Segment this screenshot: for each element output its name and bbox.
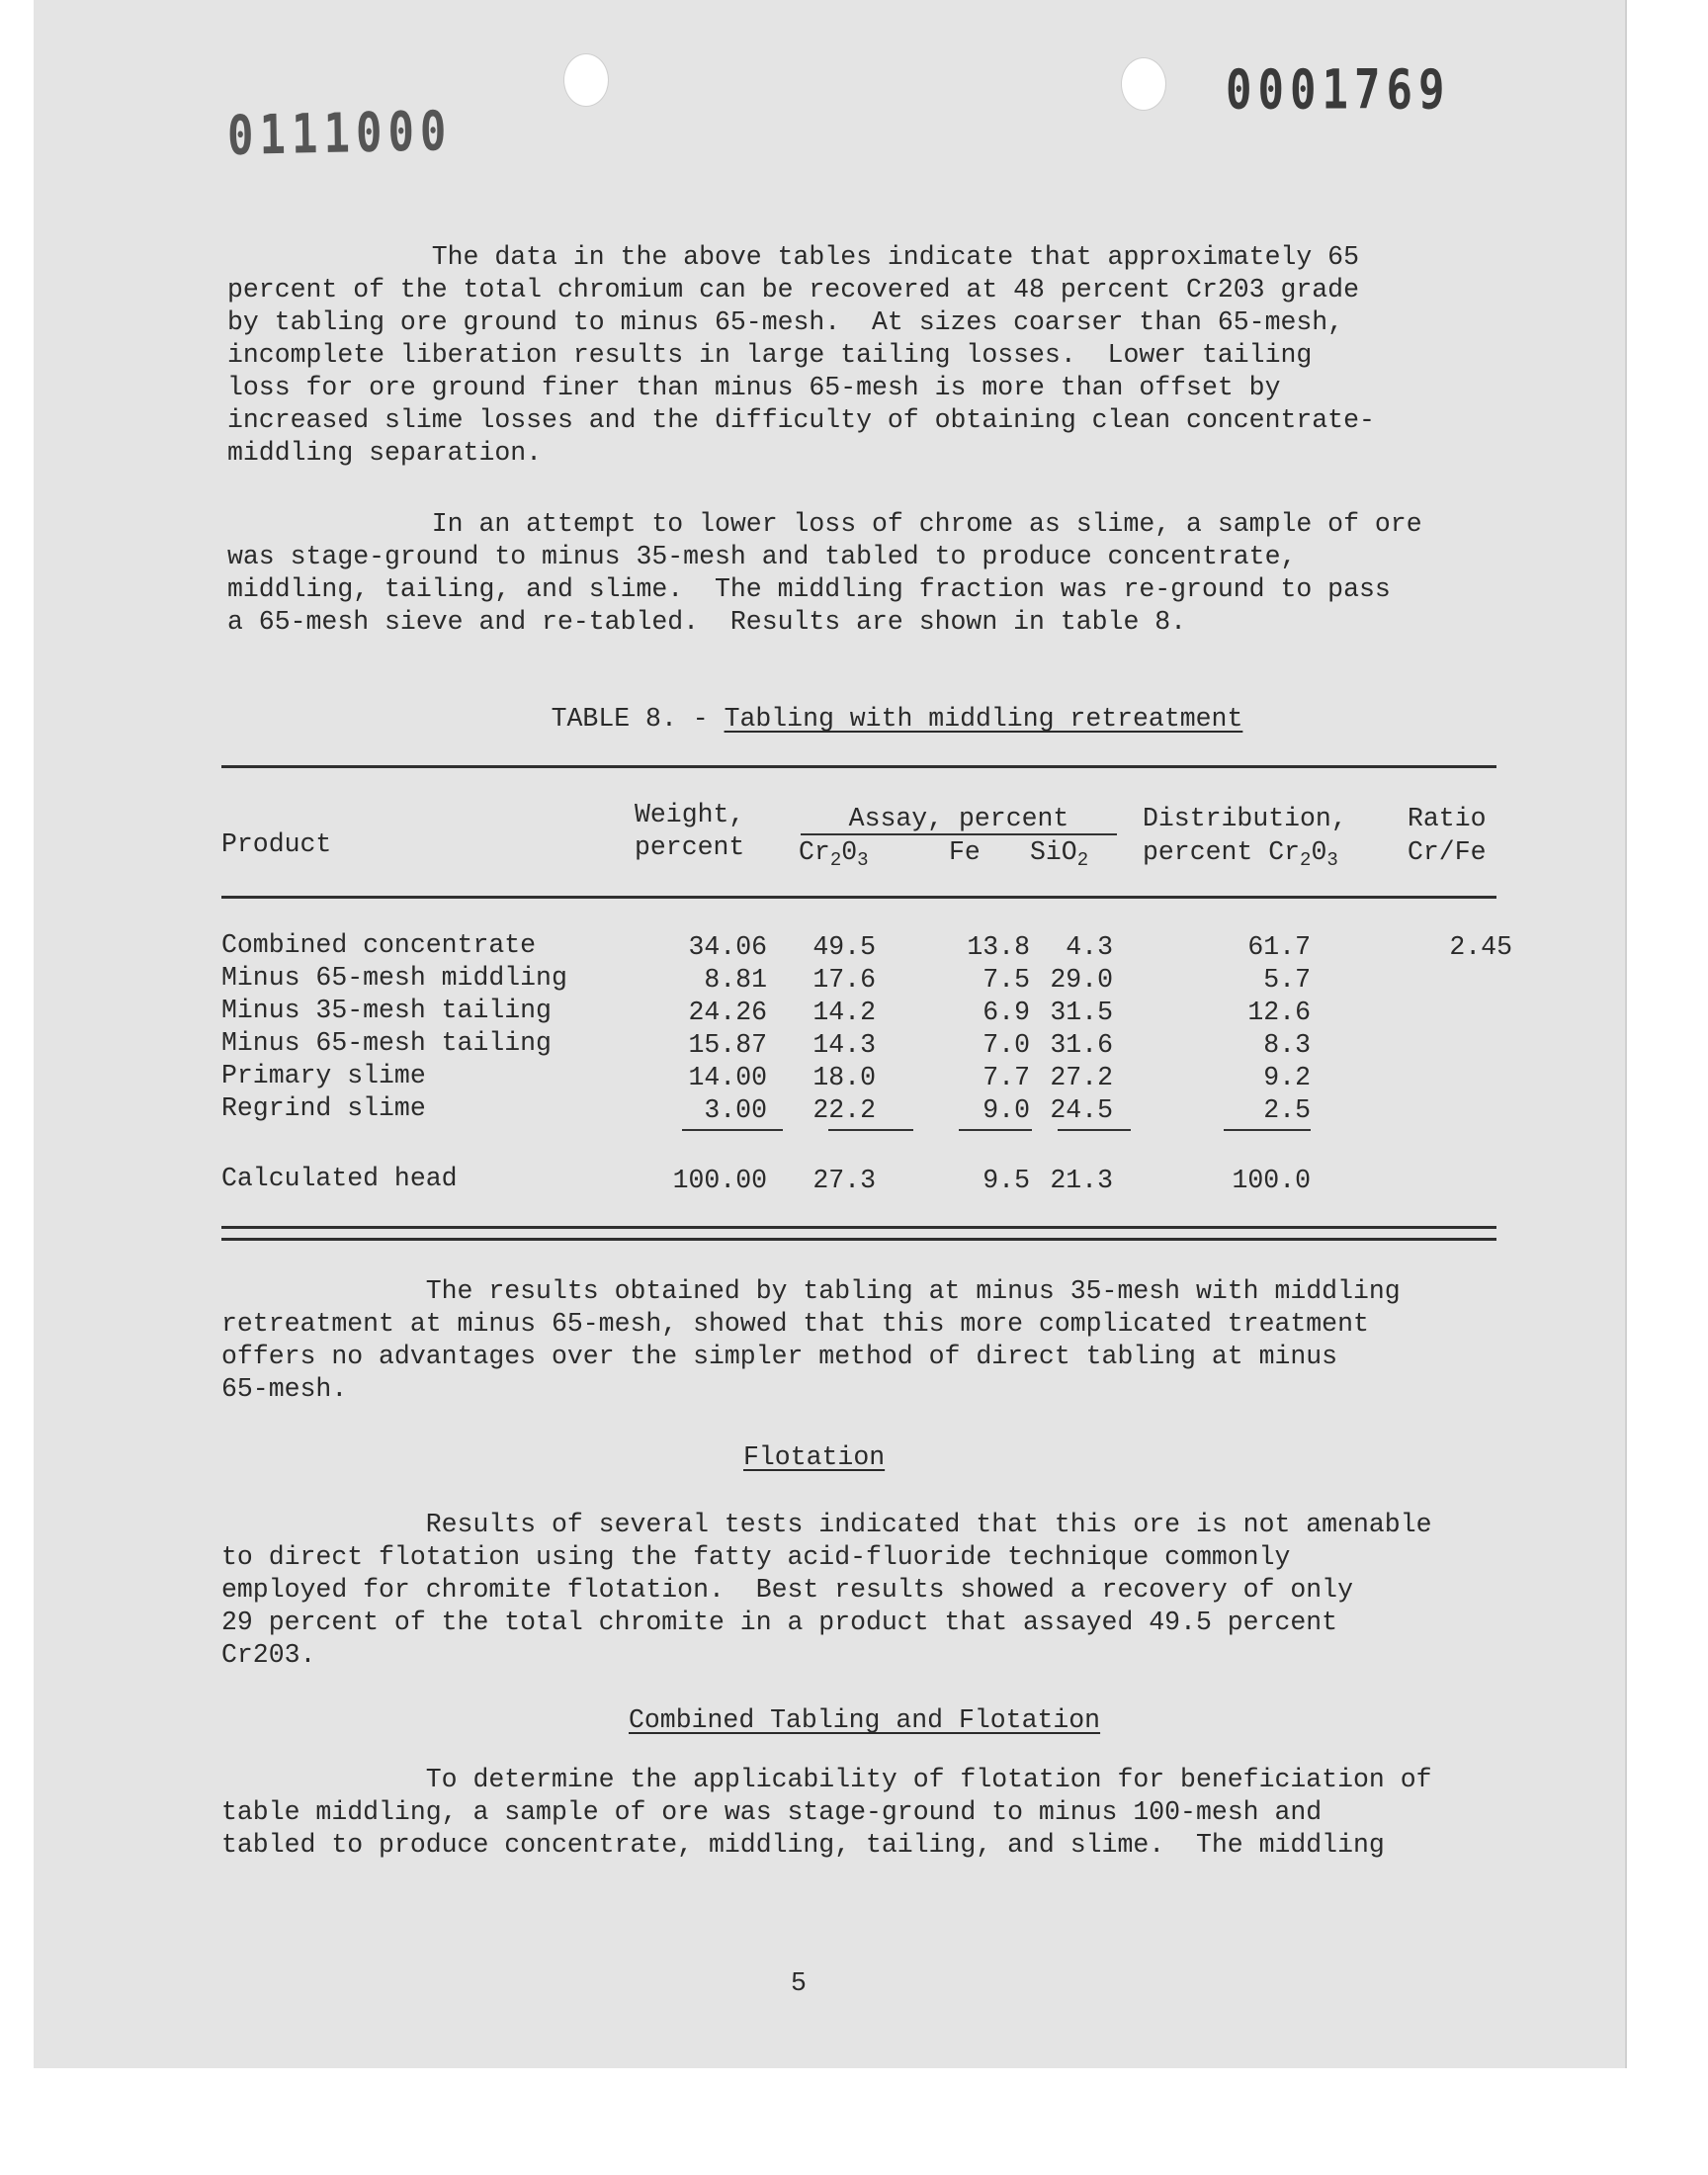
text-line: a 65-mesh sieve and re-tabled. Results are shown in table 8.: [227, 607, 1187, 637]
header-fe: Fe: [949, 837, 981, 867]
cell-distribution: 100.0: [1232, 1166, 1311, 1195]
text-line: Results of several tests indicated that this ore is not amenable: [221, 1510, 1432, 1539]
text-line: middling, tailing, and slime. The middling fraction was re-ground to pass: [227, 574, 1391, 604]
sum-underline: [828, 1129, 913, 1131]
section-heading-combined: Combined Tabling and Flotation: [629, 1705, 1101, 1735]
cell-sio2: 21.3: [1050, 1166, 1113, 1195]
punch-hole-left: [563, 53, 609, 107]
cell-distribution: 61.7: [1247, 932, 1311, 962]
cell-weight: 24.26: [688, 998, 767, 1027]
text-line: table middling, a sample of ore was stage-ground to minus 100-mesh and: [221, 1797, 1323, 1827]
header-weight-1: Weight,: [635, 800, 745, 829]
cell-weight: 15.87: [688, 1030, 767, 1060]
cell-weight: 100.00: [672, 1166, 767, 1195]
sum-underline: [1058, 1129, 1131, 1131]
cell-ratio: 2.45: [1449, 932, 1512, 962]
cell-product: Combined concentrate: [221, 930, 537, 960]
text-line: Cr203.: [221, 1640, 316, 1670]
cell-cr2o3: 18.0: [812, 1063, 876, 1092]
section-heading-flotation: Flotation: [743, 1442, 886, 1472]
text-line: incomplete liberation results in large tailing losses. Lower tailing: [227, 340, 1313, 370]
text-line: 65-mesh.: [221, 1374, 348, 1404]
cell-fe: 9.5: [982, 1166, 1030, 1195]
cell-distribution: 8.3: [1263, 1030, 1311, 1060]
cell-cr2o3: 14.2: [812, 998, 876, 1027]
cell-cr2o3: 14.3: [812, 1030, 876, 1060]
text-line: In an attempt to lower loss of chrome as slime, a sample of ore: [227, 509, 1422, 539]
cell-sio2: 4.3: [1066, 932, 1113, 962]
cell-sio2: 29.0: [1050, 965, 1113, 995]
header-cr2o3: $Cr_20_3$: [799, 837, 869, 871]
table-caption: [488, 670, 1242, 768]
text-line: offers no advantages over the simpler method of direct tabling at minus: [221, 1342, 1338, 1371]
sum-underline: [682, 1129, 783, 1131]
cell-product: Primary slime: [221, 1061, 426, 1090]
cell-fe: 6.9: [982, 998, 1030, 1027]
header-assay-underline: [801, 833, 1117, 835]
text-line: The results obtained by tabling at minus 35-mesh with middling: [221, 1276, 1401, 1306]
cell-weight: 34.06: [688, 932, 767, 962]
text-line: retreatment at minus 65-mesh, showed that this more complicated treatment: [221, 1309, 1369, 1339]
cell-distribution: 9.2: [1263, 1063, 1311, 1092]
header-ratio-1: Ratio: [1408, 804, 1487, 833]
cell-distribution: 2.5: [1263, 1095, 1311, 1125]
cell-cr2o3: 49.5: [812, 932, 876, 962]
text-line: increased slime losses and the difficulty of obtaining clean concentrate-: [227, 405, 1375, 435]
page-number: 5: [791, 1968, 807, 1998]
table-bottom-rule: [221, 1226, 1496, 1229]
table-caption-title: Tabling with middling retreatment: [724, 704, 1243, 734]
document-page: [34, 0, 1625, 2068]
text-line: To determine the applicability of flotation for beneficiation of: [221, 1765, 1432, 1794]
cell-fe: 13.8: [967, 932, 1030, 962]
header-weight-2: percent: [635, 832, 745, 862]
header-distribution-2: percent $Cr_20_3$: [1143, 837, 1338, 871]
text-line: percent of the total chromium can be recovered at 48 percent Cr203 grade: [227, 275, 1359, 304]
cell-weight: 14.00: [688, 1063, 767, 1092]
cell-fe: 7.5: [982, 965, 1030, 995]
sum-underline: [1224, 1129, 1311, 1131]
text-line: 29 percent of the total chromite in a product that assayed 49.5 percent: [221, 1608, 1338, 1637]
cell-distribution: 12.6: [1247, 998, 1311, 1027]
archive-number-stamp: 0111000: [226, 100, 453, 168]
header-product: Product: [221, 829, 332, 859]
cell-sio2: 31.6: [1050, 1030, 1113, 1060]
cell-product: Minus 65-mesh tailing: [221, 1028, 552, 1058]
text-line: tabled to produce concentrate, middling, tailing, and slime. The middling: [221, 1830, 1385, 1860]
cell-weight: 3.00: [704, 1095, 767, 1125]
text-line: middling separation.: [227, 438, 543, 468]
header-distribution-1: Distribution,: [1143, 804, 1347, 833]
text-line: was stage-ground to minus 35-mesh and tabled to produce concentrate,: [227, 542, 1297, 571]
cell-cr2o3: 22.2: [812, 1095, 876, 1125]
header-sio2: SiO$_2$: [1030, 837, 1089, 871]
cell-sio2: 27.2: [1050, 1063, 1113, 1092]
cell-weight: 8.81: [704, 965, 767, 995]
text-line: loss for ore ground finer than minus 65-mesh is more than offset by: [227, 373, 1281, 402]
text-line: by tabling ore ground to minus 65-mesh. At sizes coarser than 65-mesh,: [227, 307, 1344, 337]
header-ratio-2: Cr/Fe: [1408, 837, 1487, 867]
cell-fe: 7.7: [982, 1063, 1030, 1092]
sum-underline: [959, 1129, 1032, 1131]
table-top-rule: [221, 765, 1496, 768]
cell-product: Calculated head: [221, 1164, 458, 1193]
table-caption-prefix: TABLE 8. -: [551, 704, 725, 734]
header-assay: Assay, percent: [848, 804, 1069, 833]
cell-sio2: 24.5: [1050, 1095, 1113, 1125]
cell-product: Minus 35-mesh tailing: [221, 996, 552, 1025]
table-bottom-rule: [221, 1238, 1496, 1241]
cell-distribution: 5.7: [1263, 965, 1311, 995]
cell-product: Regrind slime: [221, 1093, 426, 1123]
header-rule: [221, 896, 1496, 899]
cell-cr2o3: 17.6: [812, 965, 876, 995]
cell-product: Minus 65-mesh middling: [221, 963, 567, 993]
text-line: employed for chromite flotation. Best results showed a recovery of only: [221, 1575, 1353, 1605]
punch-hole-right: [1121, 57, 1166, 111]
cell-fe: 7.0: [982, 1030, 1030, 1060]
cell-cr2o3: 27.3: [812, 1166, 876, 1195]
cell-sio2: 31.5: [1050, 998, 1113, 1027]
cell-fe: 9.0: [982, 1095, 1030, 1125]
text-line: to direct flotation using the fatty acid-fluoride technique commonly: [221, 1542, 1291, 1572]
document-number-stamp: 0001769: [1226, 58, 1451, 123]
text-line: The data in the above tables indicate that approximately 65: [227, 242, 1359, 272]
